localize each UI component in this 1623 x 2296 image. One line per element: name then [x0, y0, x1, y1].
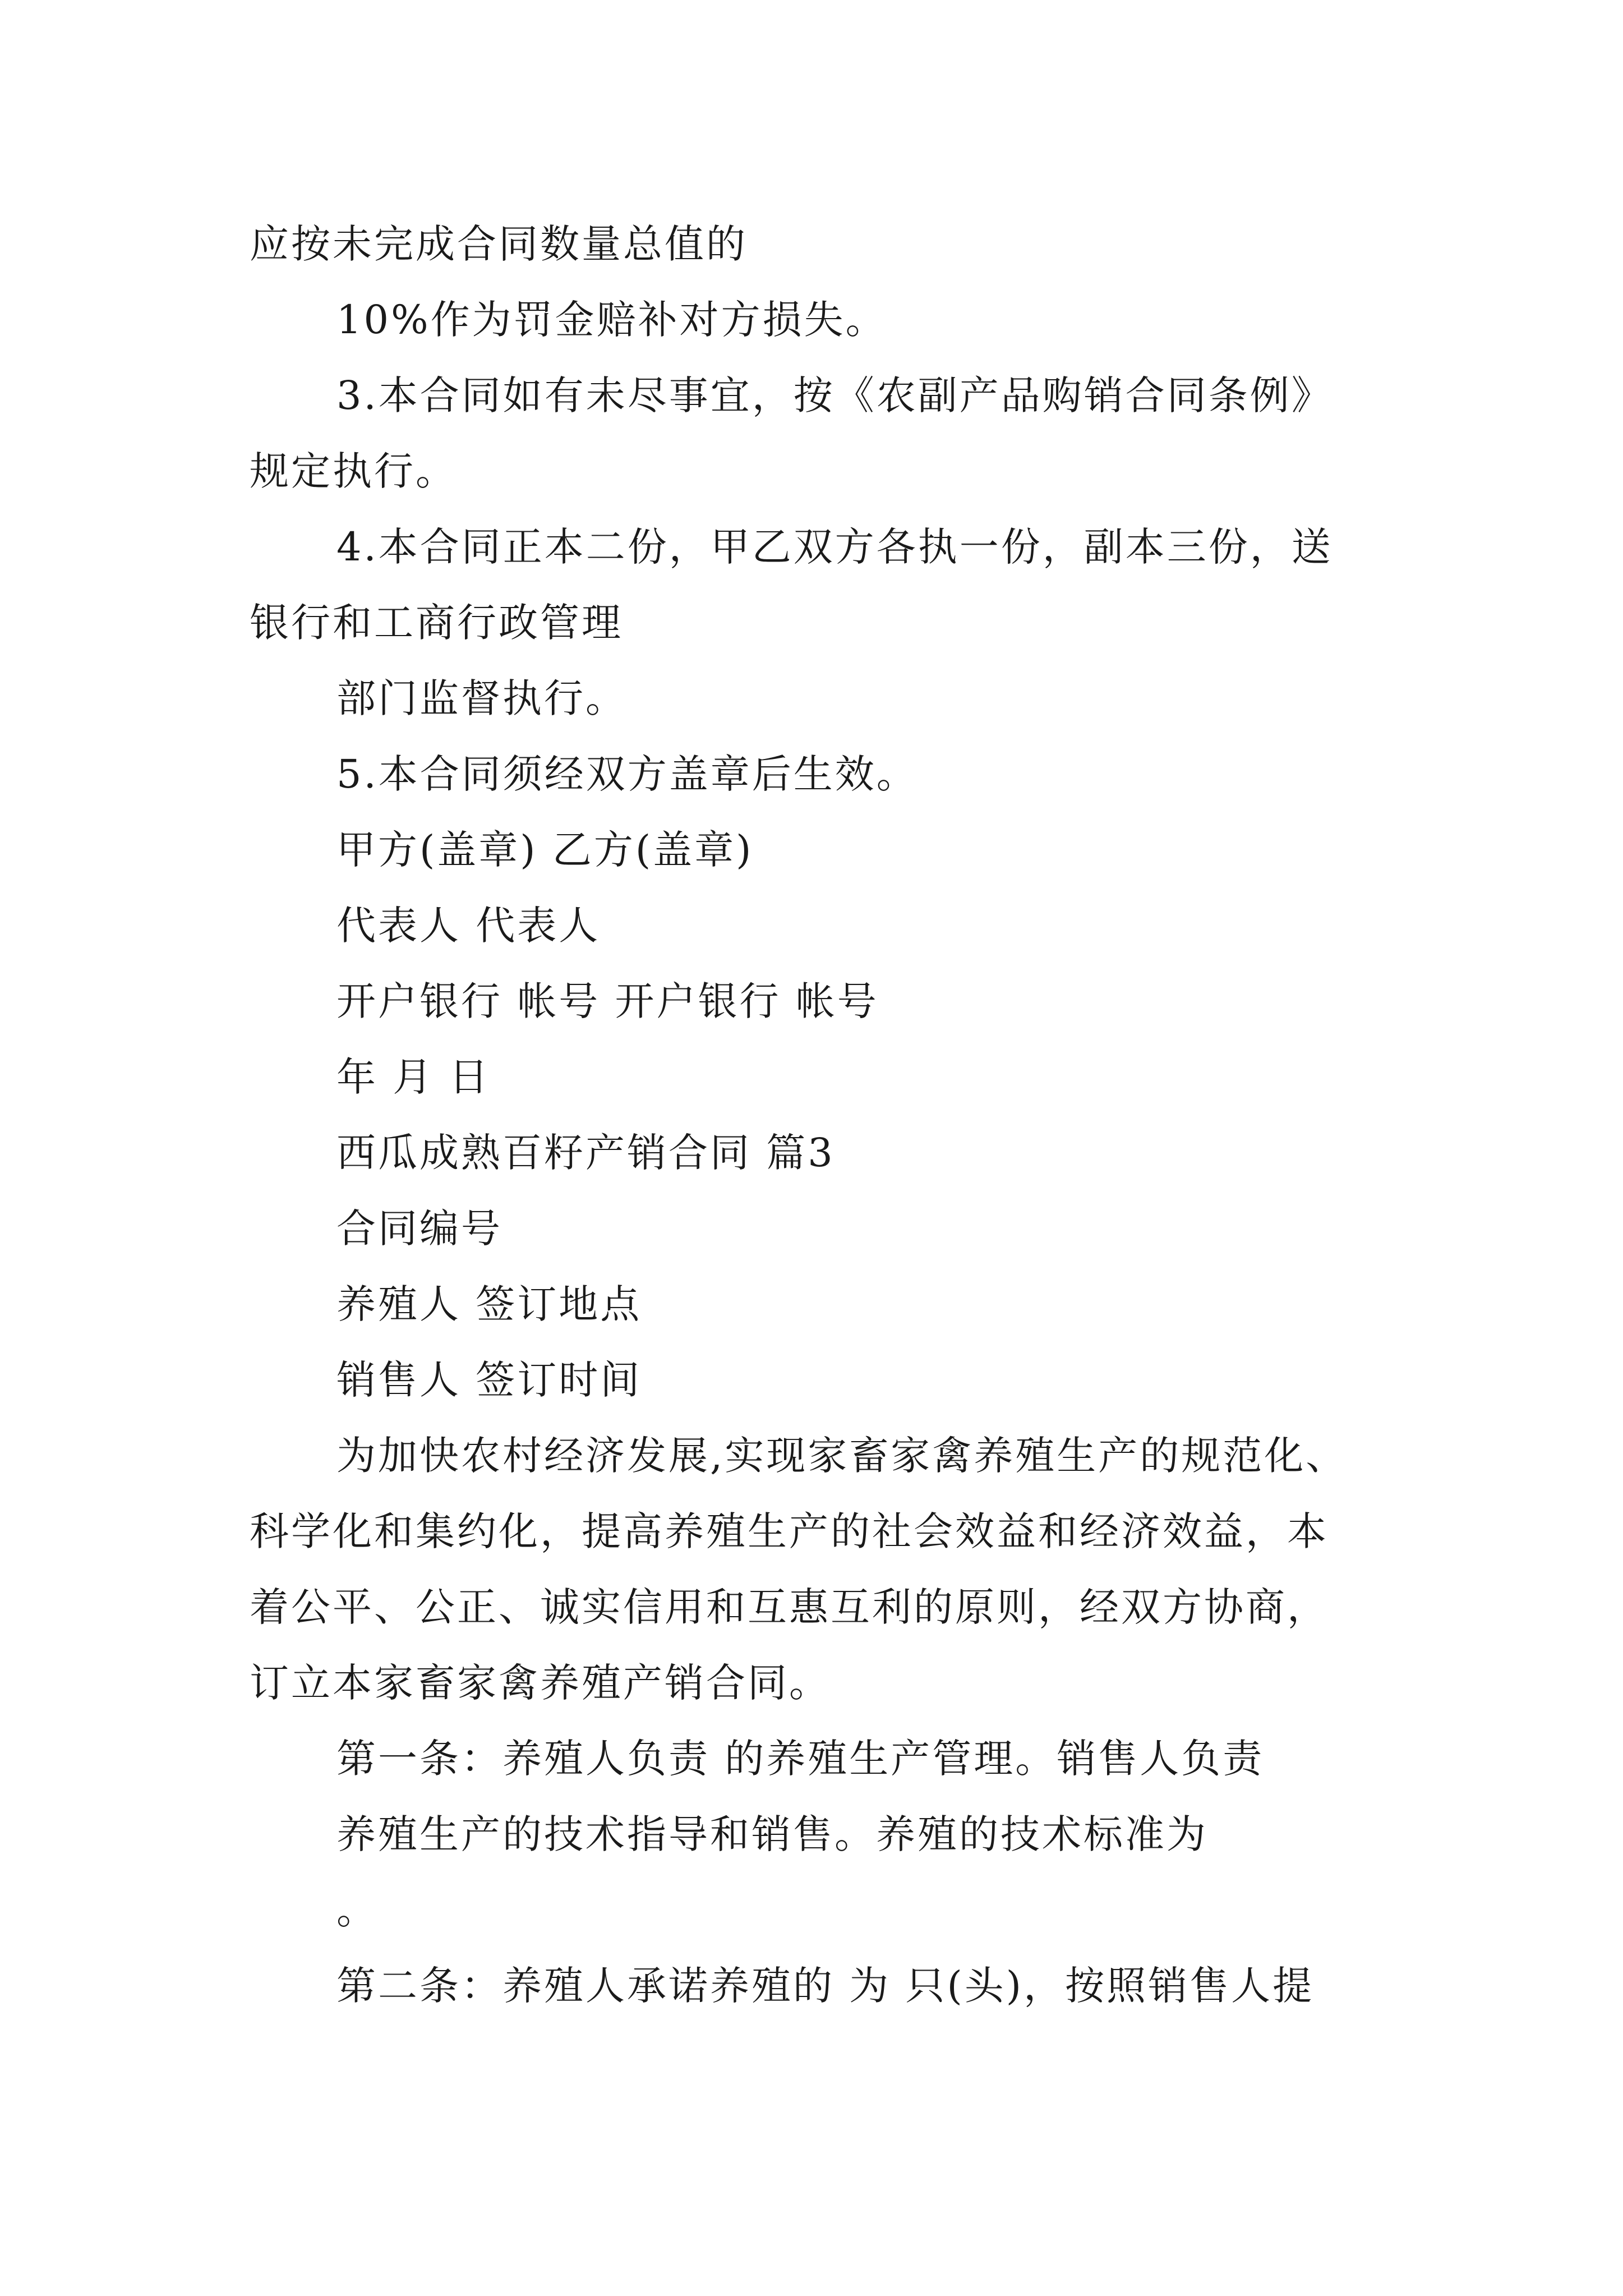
text-line: 5.本合同须经双方盖章后生效。: [336, 751, 918, 797]
text-line: 4.本合同正本二份，甲乙双方各执一份，副本三份，送: [336, 524, 1333, 570]
text-line: 开户银行 帐号 开户银行 帐号: [336, 978, 879, 1024]
text-line: 年 月 日: [336, 1054, 491, 1100]
text-line: 应按未完成合同数量总值的: [250, 221, 748, 267]
text-line: 合同编号: [336, 1205, 502, 1251]
text-line: 部门监督执行。: [336, 675, 627, 721]
text-line: 第一条：养殖人负责 的养殖生产管理。销售人负责: [336, 1736, 1265, 1782]
text-line: 销售人 签订时间: [336, 1357, 642, 1403]
text-line: 。: [336, 1887, 378, 1933]
text-line: 养殖人 签订地点: [336, 1281, 642, 1327]
text-line: 订立本家畜家禽养殖产销合同。: [250, 1660, 831, 1706]
text-line: 科学化和集约化，提高养殖生产的社会效益和经济效益，本: [250, 1508, 1329, 1554]
text-line: 代表人 代表人: [336, 903, 601, 949]
text-line: 养殖生产的技术指导和销售。养殖的技术标准为: [336, 1811, 1208, 1857]
text-line: 为加快农村经济发展,实现家畜家禽养殖生产的规范化、: [336, 1433, 1348, 1479]
text-line: 银行和工商行政管理: [250, 600, 623, 646]
text-line: 第二条：养殖人承诺养殖的 为 只(头)，按照销售人提: [336, 1963, 1315, 2009]
text-line: 3.本合同如有未尽事宜，按《农副产品购销合同条例》: [336, 372, 1333, 418]
text-line: 规定执行。: [250, 448, 457, 494]
text-line: 着公平、公正、诚实信用和互惠互利的原则，经双方协商，: [250, 1584, 1329, 1630]
text-line: 10%作为罚金赔补对方损失。: [336, 297, 887, 343]
section-heading: 西瓜成熟百籽产销合同 篇3: [336, 1130, 835, 1176]
text-line: 甲方(盖章) 乙方(盖章): [336, 827, 754, 873]
